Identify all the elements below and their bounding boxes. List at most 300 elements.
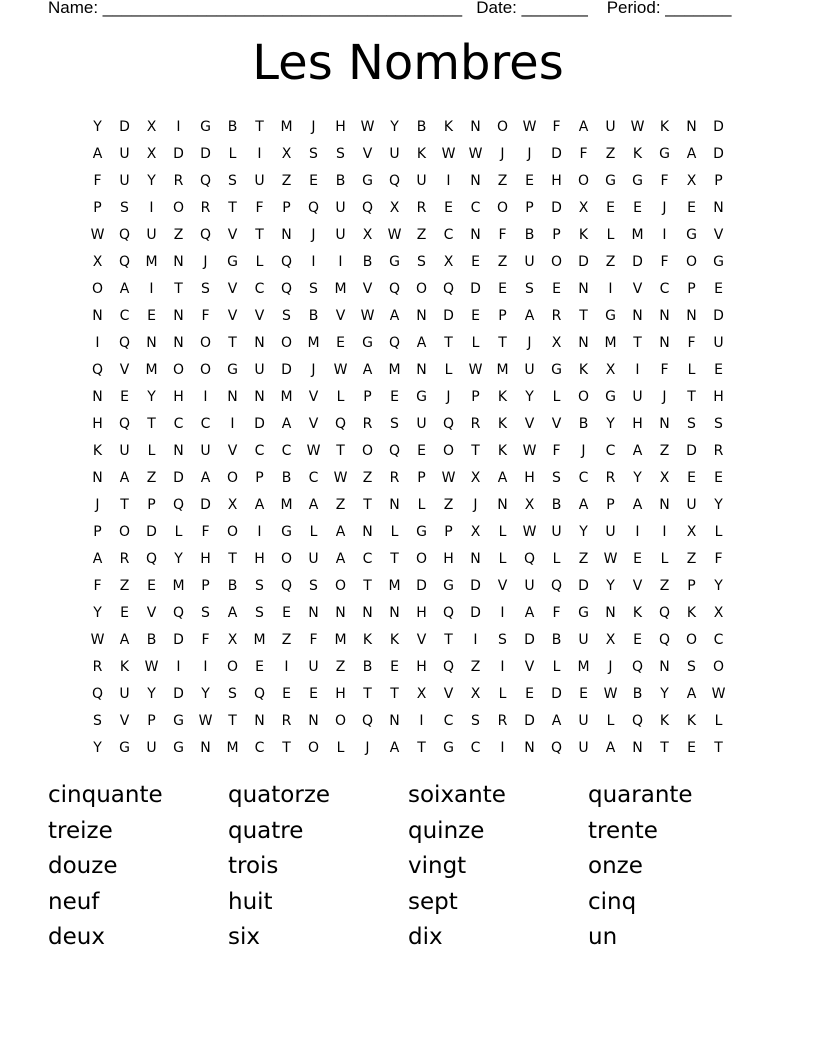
- grid-letter: L: [471, 334, 480, 351]
- grid-letter: L: [336, 739, 345, 756]
- grid-letter: T: [228, 334, 237, 351]
- grid-letter: Z: [659, 577, 670, 594]
- grid-letter: T: [390, 550, 399, 567]
- grid-letter: R: [497, 712, 508, 729]
- grid-letter: X: [605, 631, 616, 648]
- grid-letter: F: [201, 307, 210, 324]
- grid-letter: H: [524, 469, 535, 486]
- grid-letter: F: [552, 604, 561, 621]
- grid-letter: Q: [388, 280, 401, 297]
- grid-letter: N: [470, 172, 481, 189]
- word-bank-item: cinq: [588, 888, 637, 915]
- grid-letter: E: [417, 442, 426, 459]
- grid-letter: R: [281, 712, 292, 729]
- grid-letter: W: [603, 550, 618, 567]
- grid-letter: X: [281, 145, 292, 162]
- grid-letter: G: [362, 334, 373, 351]
- grid-letter: H: [254, 550, 265, 567]
- grid-row: [84, 275, 732, 302]
- grid-letter: U: [335, 226, 346, 243]
- grid-letter: N: [659, 496, 670, 513]
- grid-letter: N: [200, 739, 211, 756]
- grid-letter: P: [471, 388, 480, 405]
- grid-letter: F: [498, 226, 507, 243]
- grid-letter: Q: [199, 172, 212, 189]
- grid-row: [84, 464, 732, 491]
- grid-letter: X: [524, 496, 535, 513]
- grid-letter: Q: [631, 712, 644, 729]
- grid-letter: T: [660, 739, 669, 756]
- grid-letter: G: [119, 739, 130, 756]
- grid-letter: H: [200, 550, 211, 567]
- grid-letter: U: [713, 334, 724, 351]
- grid-letter: X: [146, 118, 157, 135]
- grid-letter: N: [659, 415, 670, 432]
- grid-letter: Q: [199, 226, 212, 243]
- grid-letter: Z: [605, 145, 616, 162]
- grid-letter: C: [659, 280, 670, 297]
- grid-row: [84, 140, 732, 167]
- grid-letter: U: [200, 442, 211, 459]
- grid-letter: D: [713, 307, 724, 324]
- grid-letter: N: [227, 388, 238, 405]
- grid-letter: M: [280, 118, 293, 135]
- grid-letter: Q: [280, 280, 293, 297]
- grid-row: [84, 572, 732, 599]
- grid-letter: U: [632, 388, 643, 405]
- grid-letter: Y: [660, 685, 669, 702]
- grid-letter: T: [147, 415, 156, 432]
- grid-letter: F: [660, 361, 669, 378]
- grid-letter: N: [713, 199, 724, 216]
- grid-letter: V: [335, 307, 346, 324]
- grid-letter: O: [226, 658, 239, 675]
- grid-letter: E: [687, 199, 696, 216]
- grid-letter: Y: [579, 523, 588, 540]
- grid-letter: N: [578, 280, 589, 297]
- grid-letter: J: [311, 361, 316, 378]
- grid-letter: C: [470, 739, 481, 756]
- grid-letter: P: [201, 577, 210, 594]
- grid-letter: L: [552, 550, 561, 567]
- grid-letter: R: [389, 469, 400, 486]
- grid-letter: F: [579, 145, 588, 162]
- grid-letter: G: [632, 172, 643, 189]
- grid-letter: U: [524, 577, 535, 594]
- grid-letter: M: [253, 631, 266, 648]
- grid-letter: C: [443, 712, 454, 729]
- grid-letter: D: [254, 415, 265, 432]
- grid-letter: W: [144, 658, 159, 675]
- grid-letter: D: [578, 253, 589, 270]
- grid-letter: A: [524, 307, 535, 324]
- grid-letter: D: [281, 361, 292, 378]
- grid-letter: X: [443, 253, 454, 270]
- grid-letter: A: [632, 442, 643, 459]
- grid-letter: S: [282, 307, 291, 324]
- grid-letter: P: [687, 577, 696, 594]
- grid-letter: B: [362, 253, 373, 270]
- grid-letter: N: [92, 307, 103, 324]
- grid-letter: W: [603, 685, 618, 702]
- grid-letter: L: [552, 658, 561, 675]
- grid-letter: S: [309, 577, 318, 594]
- grid-letter: V: [362, 280, 373, 297]
- grid-letter: J: [203, 253, 208, 270]
- grid-letter: T: [417, 739, 426, 756]
- grid-letter: E: [390, 388, 399, 405]
- grid-letter: Q: [334, 415, 347, 432]
- grid-letter: Z: [146, 469, 157, 486]
- grid-letter: A: [308, 496, 319, 513]
- grid-letter: Q: [361, 199, 374, 216]
- grid-letter: I: [203, 388, 208, 405]
- grid-letter: N: [497, 496, 508, 513]
- grid-letter: J: [662, 199, 667, 216]
- grid-letter: W: [711, 685, 726, 702]
- grid-letter: W: [90, 226, 105, 243]
- grid-letter: A: [578, 118, 589, 135]
- grid-letter: M: [388, 577, 401, 594]
- period-field: Period: _______: [606, 0, 732, 17]
- grid-letter: I: [257, 145, 262, 162]
- grid-letter: G: [227, 361, 238, 378]
- grid-letter: L: [498, 685, 507, 702]
- grid-letter: X: [362, 226, 373, 243]
- grid-letter: S: [201, 280, 210, 297]
- grid-letter: W: [468, 361, 483, 378]
- word-bank-item: neuf: [48, 888, 100, 915]
- grid-letter: Z: [578, 550, 589, 567]
- grid-letter: B: [578, 415, 589, 432]
- grid-letter: O: [280, 334, 293, 351]
- grid-letter: Y: [714, 496, 723, 513]
- grid-letter: N: [470, 550, 481, 567]
- grid-letter: V: [308, 415, 319, 432]
- grid-letter: N: [308, 712, 319, 729]
- grid-letter: U: [146, 739, 157, 756]
- grid-row: [84, 302, 732, 329]
- grid-letter: D: [524, 631, 535, 648]
- grid-letter: W: [468, 145, 483, 162]
- grid-letter: O: [415, 280, 428, 297]
- grid-letter: E: [633, 631, 642, 648]
- word-bank-item: soixante: [408, 782, 506, 808]
- grid-letter: P: [552, 226, 561, 243]
- grid-letter: V: [227, 442, 238, 459]
- grid-letter: G: [605, 172, 616, 189]
- grid-letter: Q: [307, 199, 320, 216]
- grid-letter: L: [714, 712, 723, 729]
- grid-letter: E: [390, 658, 399, 675]
- grid-letter: R: [362, 415, 373, 432]
- grid-letter: L: [336, 388, 345, 405]
- grid-letter: T: [579, 307, 588, 324]
- grid-letter: Z: [443, 496, 454, 513]
- grid-letter: L: [309, 523, 318, 540]
- grid-row: [84, 113, 732, 140]
- grid-letter: E: [309, 172, 318, 189]
- grid-letter: G: [686, 226, 697, 243]
- grid-letter: Q: [361, 712, 374, 729]
- grid-letter: L: [714, 523, 723, 540]
- grid-letter: G: [416, 388, 427, 405]
- grid-letter: W: [441, 469, 456, 486]
- grid-letter: Y: [147, 388, 156, 405]
- grid-letter: Y: [174, 550, 183, 567]
- grid-letter: Y: [633, 469, 642, 486]
- grid-letter: A: [92, 145, 103, 162]
- grid-letter: H: [335, 685, 346, 702]
- grid-letter: Z: [497, 172, 508, 189]
- grid-letter: O: [199, 361, 212, 378]
- grid-letter: W: [90, 631, 105, 648]
- grid-letter: P: [147, 712, 156, 729]
- grid-letter: F: [660, 172, 669, 189]
- grid-letter: M: [307, 334, 320, 351]
- grid-letter: J: [473, 496, 478, 513]
- grid-letter: E: [633, 199, 642, 216]
- word-bank: [48, 778, 768, 956]
- grid-letter: P: [147, 496, 156, 513]
- grid-letter: K: [686, 712, 697, 729]
- grid-letter: U: [389, 145, 400, 162]
- grid-letter: T: [498, 334, 507, 351]
- grid-letter: U: [254, 361, 265, 378]
- page-title: Les Nombres: [252, 35, 564, 91]
- grid-letter: T: [363, 685, 372, 702]
- grid-letter: N: [362, 523, 373, 540]
- grid-letter: H: [173, 388, 184, 405]
- grid-letter: B: [227, 118, 238, 135]
- grid-letter: N: [173, 334, 184, 351]
- grid-letter: S: [498, 631, 507, 648]
- grid-letter: D: [173, 631, 184, 648]
- grid-letter: R: [92, 658, 103, 675]
- grid-row: [84, 248, 732, 275]
- grid-letter: A: [686, 145, 697, 162]
- grid-letter: E: [714, 361, 723, 378]
- grid-letter: N: [389, 604, 400, 621]
- grid-letter: F: [201, 523, 210, 540]
- grid-letter: I: [419, 712, 424, 729]
- grid-letter: M: [388, 361, 401, 378]
- grid-letter: G: [389, 253, 400, 270]
- grid-letter: E: [147, 307, 156, 324]
- grid-letter: K: [119, 658, 130, 675]
- grid-letter: C: [281, 442, 292, 459]
- grid-letter: X: [146, 145, 157, 162]
- grid-letter: A: [335, 550, 346, 567]
- grid-letter: M: [577, 658, 590, 675]
- grid-letter: T: [282, 739, 291, 756]
- grid-letter: M: [334, 631, 347, 648]
- grid-letter: U: [416, 415, 427, 432]
- grid-letter: K: [686, 604, 697, 621]
- word-bank-item: dix: [408, 924, 443, 950]
- grid-letter: D: [119, 118, 130, 135]
- grid-letter: S: [120, 199, 129, 216]
- grid-letter: J: [608, 658, 613, 675]
- word-bank-item: sept: [408, 888, 458, 915]
- grid-letter: C: [362, 550, 373, 567]
- grid-letter: Z: [686, 550, 697, 567]
- grid-letter: G: [362, 172, 373, 189]
- grid-letter: Z: [281, 631, 292, 648]
- grid-letter: N: [659, 658, 670, 675]
- grid-letter: F: [93, 172, 102, 189]
- grid-letter: K: [497, 442, 508, 459]
- grid-letter: U: [416, 172, 427, 189]
- grid-letter: U: [524, 361, 535, 378]
- grid-letter: N: [146, 334, 157, 351]
- grid-letter: I: [473, 631, 478, 648]
- grid-letter: G: [173, 712, 184, 729]
- grid-letter: X: [551, 334, 562, 351]
- grid-letter: P: [255, 469, 264, 486]
- grid-letter: G: [659, 145, 670, 162]
- grid-letter: E: [498, 280, 507, 297]
- grid-letter: C: [254, 442, 265, 459]
- grid-letter: H: [92, 415, 103, 432]
- grid-letter: M: [280, 496, 293, 513]
- grid-letter: O: [226, 523, 239, 540]
- grid-letter: E: [633, 550, 642, 567]
- grid-letter: K: [578, 226, 589, 243]
- grid-letter: L: [147, 442, 156, 459]
- grid-letter: N: [659, 307, 670, 324]
- grid-letter: W: [522, 118, 537, 135]
- grid-letter: A: [200, 469, 211, 486]
- grid-letter: J: [581, 442, 586, 459]
- grid-letter: I: [635, 523, 640, 540]
- name-field: Name: ______________________________________: [48, 0, 463, 17]
- grid-letter: N: [173, 253, 184, 270]
- grid-letter: R: [605, 469, 616, 486]
- grid-letter: E: [120, 604, 129, 621]
- grid-letter: P: [363, 388, 372, 405]
- grid-letter: D: [146, 523, 157, 540]
- grid-letter: B: [632, 685, 643, 702]
- grid-letter: F: [93, 577, 102, 594]
- grid-letter: U: [578, 631, 589, 648]
- grid-letter: Z: [173, 226, 184, 243]
- grid-letter: Q: [145, 550, 158, 567]
- grid-letter: Q: [118, 253, 131, 270]
- grid-letter: L: [228, 145, 237, 162]
- grid-letter: D: [200, 496, 211, 513]
- grid-letter: K: [92, 442, 103, 459]
- word-bank-item: quatorze: [228, 782, 331, 808]
- grid-letter: Q: [442, 415, 455, 432]
- grid-letter: P: [498, 307, 507, 324]
- grid-letter: Y: [606, 577, 615, 594]
- grid-letter: U: [335, 199, 346, 216]
- grid-letter: T: [120, 496, 129, 513]
- grid-letter: I: [662, 523, 667, 540]
- grid-letter: W: [360, 307, 375, 324]
- grid-letter: C: [578, 469, 589, 486]
- grid-letter: V: [713, 226, 724, 243]
- grid-letter: D: [173, 145, 184, 162]
- grid-letter: S: [309, 145, 318, 162]
- grid-letter: E: [687, 739, 696, 756]
- grid-letter: T: [471, 442, 480, 459]
- grid-letter: A: [119, 280, 130, 297]
- grid-letter: O: [334, 712, 347, 729]
- grid-letter: N: [254, 712, 265, 729]
- grid-letter: U: [308, 658, 319, 675]
- grid-letter: Q: [550, 577, 563, 594]
- grid-letter: J: [365, 739, 370, 756]
- grid-letter: I: [500, 604, 505, 621]
- grid-letter: A: [254, 496, 265, 513]
- grid-letter: H: [551, 172, 562, 189]
- grid-letter: P: [525, 199, 534, 216]
- grid-letter: F: [552, 118, 561, 135]
- grid-letter: K: [578, 361, 589, 378]
- grid-letter: D: [173, 469, 184, 486]
- grid-letter: P: [687, 280, 696, 297]
- grid-letter: S: [687, 658, 696, 675]
- grid-letter: C: [254, 280, 265, 297]
- grid-letter: C: [173, 415, 184, 432]
- grid-letter: Q: [631, 658, 644, 675]
- grid-letter: I: [149, 199, 154, 216]
- grid-letter: G: [281, 523, 292, 540]
- grid-letter: T: [444, 631, 453, 648]
- grid-letter: O: [307, 739, 320, 756]
- grid-letter: O: [442, 442, 455, 459]
- grid-letter: B: [551, 496, 562, 513]
- grid-letter: S: [93, 712, 102, 729]
- grid-letter: E: [309, 685, 318, 702]
- grid-letter: H: [713, 388, 724, 405]
- grid-letter: U: [308, 550, 319, 567]
- grid-letter: Z: [335, 658, 346, 675]
- grid-letter: T: [363, 577, 372, 594]
- grid-letter: R: [173, 172, 184, 189]
- grid-row: [84, 734, 732, 761]
- grid-letter: T: [633, 334, 642, 351]
- grid-letter: X: [659, 469, 670, 486]
- grid-letter: V: [146, 604, 157, 621]
- grid-letter: N: [605, 604, 616, 621]
- word-bank-item: trente: [588, 817, 658, 844]
- grid-letter: D: [632, 253, 643, 270]
- grid-letter: N: [686, 307, 697, 324]
- grid-letter: W: [387, 226, 402, 243]
- grid-letter: O: [496, 118, 509, 135]
- grid-letter: S: [525, 280, 534, 297]
- grid-letter: V: [497, 577, 508, 594]
- grid-letter: L: [498, 523, 507, 540]
- grid-letter: N: [632, 739, 643, 756]
- grid-letter: D: [713, 145, 724, 162]
- grid-letter: T: [228, 712, 237, 729]
- grid-letter: F: [714, 550, 723, 567]
- grid-letter: Q: [118, 226, 131, 243]
- grid-letter: N: [524, 739, 535, 756]
- grid-letter: Y: [93, 739, 102, 756]
- grid-letter: V: [227, 280, 238, 297]
- grid-letter: J: [527, 334, 532, 351]
- grid-letter: Z: [119, 577, 130, 594]
- grid-letter: B: [146, 631, 157, 648]
- grid-letter: R: [119, 550, 130, 567]
- word-bank-item: deux: [48, 924, 105, 950]
- grid-letter: N: [308, 604, 319, 621]
